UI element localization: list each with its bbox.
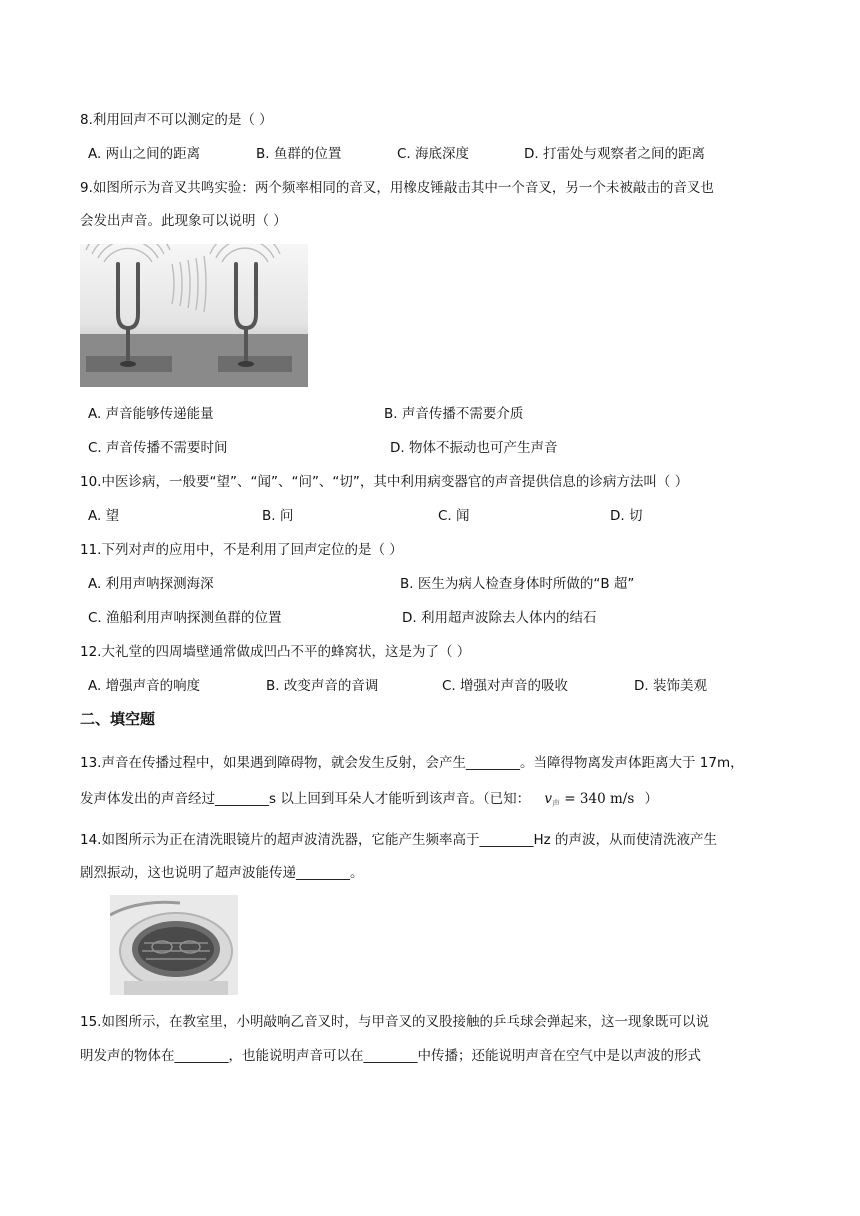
q8-option-a: A. 两山之间的距离	[88, 146, 201, 162]
q13-line2-end: ）	[644, 791, 659, 807]
question-15-line1: 15.如图所示，在教室里，小明敲响乙音叉时，与甲音叉的叉股接触的乒乓球会弹起来，这一现象既可以说	[80, 1014, 709, 1030]
q11-option-c: C. 渔船利用声呐探测鱼群的位置	[88, 610, 282, 626]
formula-sub: 声	[552, 799, 561, 808]
question-11-stem: 11.下列对声的应用中，不是利用了回声定位的是（ ）	[80, 542, 403, 558]
q12-option-a: A. 增强声音的响度	[88, 678, 201, 694]
q8-option-b: B. 鱼群的位置	[256, 146, 342, 162]
question-9-stem-line2: 会发出声音。此现象可以说明（ ）	[80, 213, 287, 229]
q10-option-b: B. 问	[262, 508, 294, 524]
q12-option-c: C. 增强对声音的吸收	[442, 678, 569, 694]
question-14-line1: 14.如图所示为正在清洗眼镜片的超声波清洗器，它能产生频率高于________Hz 的声波，从而使清洗液产生	[80, 832, 717, 848]
q9-option-d: D. 物体不振动也可产生声音	[390, 440, 558, 456]
question-15-line2: 明发声的物体在________，也能说明声音可以在________中传播；还能说明声音在空气中是以声波的形式	[80, 1048, 701, 1064]
section-2-title: 二、填空题	[80, 710, 156, 728]
q12-option-b: B. 改变声音的音调	[266, 678, 379, 694]
question-8-stem: 8.利用回声不可以测定的是（ ）	[80, 112, 273, 128]
ultrasonic-cleaner-image	[110, 895, 238, 995]
q11-option-b: B. 医生为病人检查身体时所做的“B 超”	[400, 576, 635, 592]
q8-option-d: D. 打雷处与观察者之间的距离	[524, 146, 705, 162]
q10-option-c: C. 闻	[438, 508, 470, 524]
q10-option-a: A. 望	[88, 508, 120, 524]
question-14-line2: 剧烈振动，这也说明了超声波能传递________。	[80, 865, 364, 881]
question-13-line2	[80, 789, 658, 814]
question-12-stem: 12.大礼堂的四周墙壁通常做成凹凸不平的蜂窝状，这是为了（ ）	[80, 644, 471, 660]
q12-option-d: D. 装饰美观	[634, 678, 707, 694]
speed-of-sound-formula	[544, 791, 634, 807]
q10-option-d: D. 切	[610, 508, 643, 524]
tuning-fork-resonance-image	[80, 244, 308, 387]
question-10-stem: 10.中医诊病，一般要“望”、“闻”、“问”、“切”，其中利用病变器官的声音提供信息的诊病方法叫（ ）	[80, 474, 689, 490]
q11-option-a: A. 利用声呐探测海深	[88, 576, 214, 592]
q11-option-d: D. 利用超声波除去人体内的结石	[402, 610, 597, 626]
formula-rest: = 340 m/s	[560, 791, 635, 807]
question-13-line1: 13.声音在传播过程中，如果遇到障碍物，就会发生反射，会产生________。当障得物离发声体距离大于 17m，	[80, 755, 744, 771]
q13-line2-text: 发声体发出的声音经过________s 以上回到耳朵人才能听到该声音。（已知：	[80, 791, 531, 807]
q9-option-c: C. 声音传播不需要时间	[88, 440, 228, 456]
q9-option-a: A. 声音能够传递能量	[88, 406, 214, 422]
question-9-stem-line1: 9.如图所示为音叉共鸣实验：两个频率相同的音叉，用橡皮锤敲击其中一个音叉，另一个未被敲击的音叉也	[80, 180, 714, 196]
q9-option-b: B. 声音传播不需要介质	[384, 406, 524, 422]
formula-v: v	[544, 791, 553, 807]
q8-option-c: C. 海底深度	[397, 146, 470, 162]
